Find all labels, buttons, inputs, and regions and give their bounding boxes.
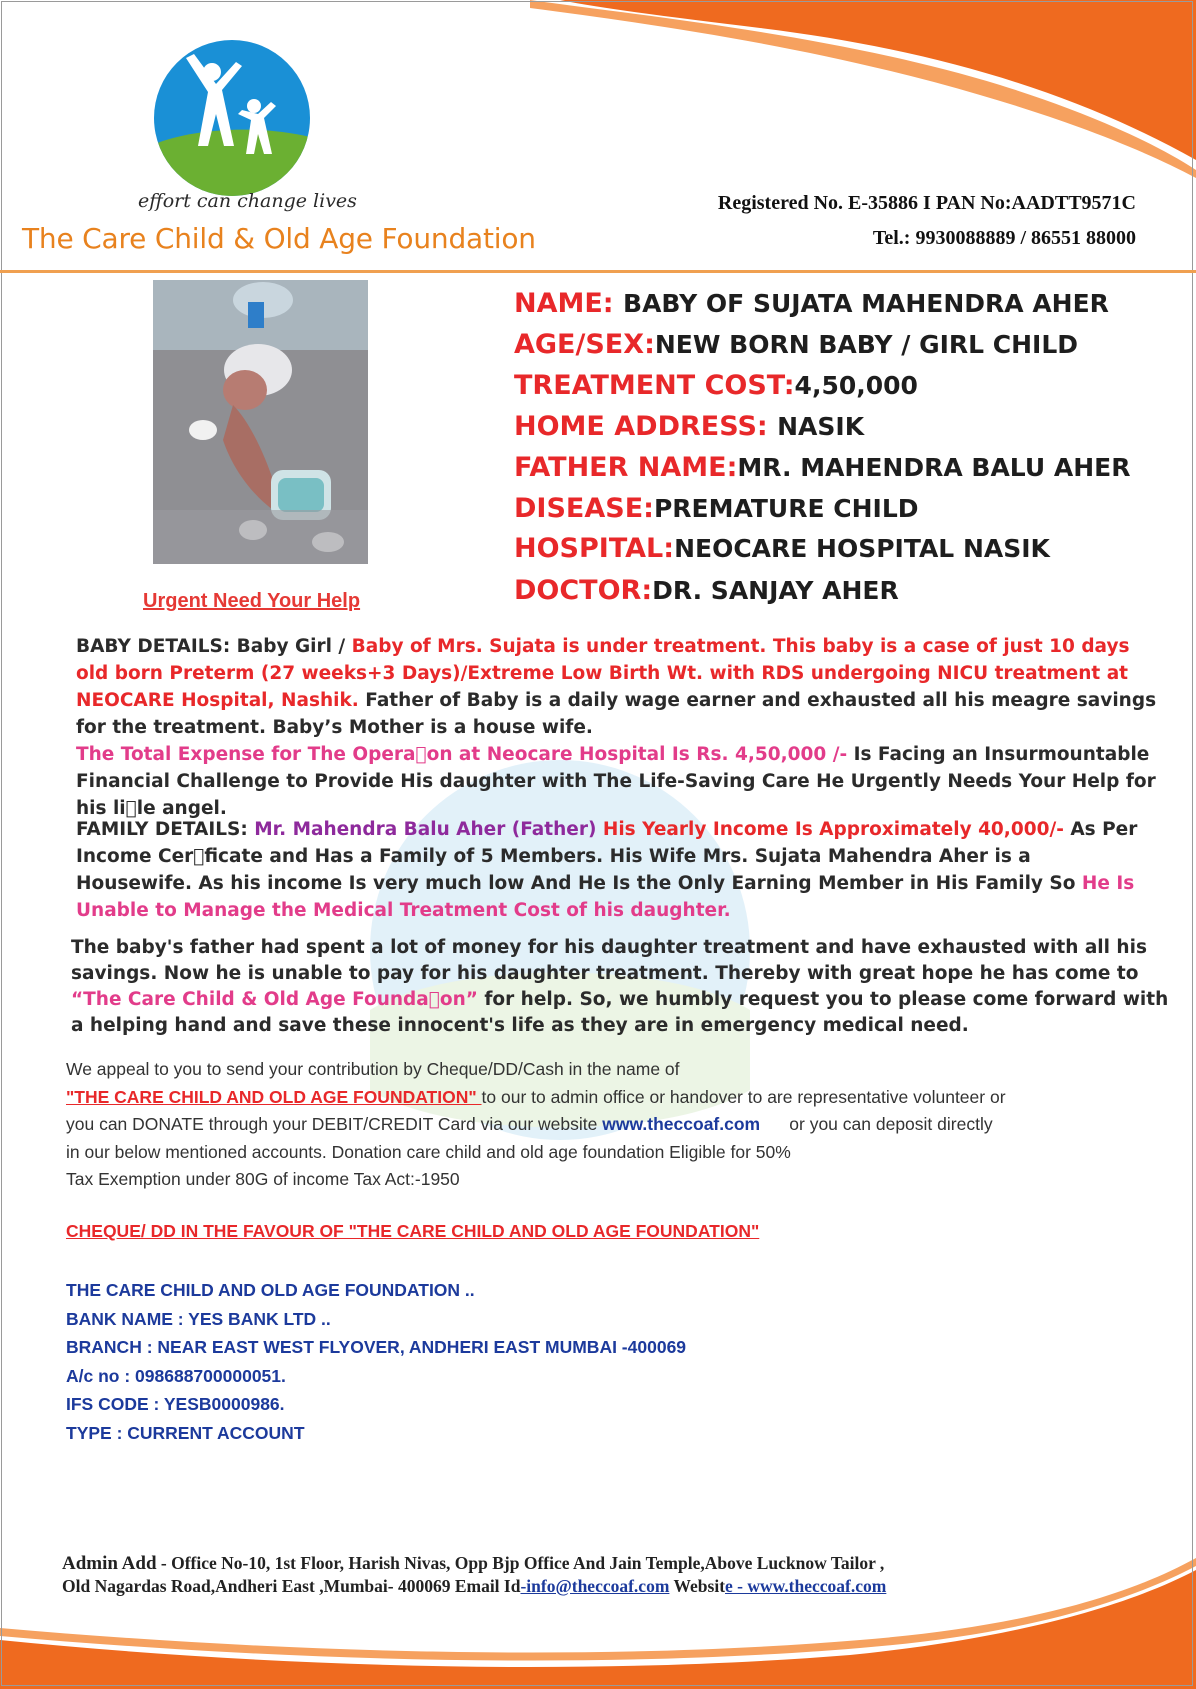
appeal-line-4: in our below mentioned accounts. Donation care child and old age foundation Eligible for 50% bbox=[66, 1141, 791, 1162]
expense-text: Is Facing an Insurmountable Financial Challenge to Provide His daughter with The Life-Saving Care He Urgently Needs Your Help for his li le angel. bbox=[76, 744, 1156, 819]
age-label: AGE/SEX: bbox=[514, 329, 655, 360]
home-address-row bbox=[514, 413, 1154, 440]
family-details-text: As Per Income Cer ficate and Has a Family of 5 Members. His Wife Mrs. Sujata Mahendra Aher is a Housewife. As his income Is very much low And He Is the Only Earning Member in His Family So bbox=[76, 819, 1138, 894]
appeal-foundation-name: "THE CARE CHILD AND OLD AGE FOUNDATION" bbox=[66, 1086, 482, 1107]
name-value: BABY OF SUJATA MAHENDRA AHER bbox=[623, 289, 1109, 318]
appeal-line-2: to our to admin office or handover to are representative volunteer or bbox=[481, 1086, 1006, 1107]
disease-label: DISEASE: bbox=[514, 493, 654, 524]
family-income: His Yearly Income Is Approximately 40,000/- bbox=[602, 819, 1064, 840]
appeal-website-link[interactable]: www.theccoaf.com bbox=[602, 1114, 761, 1134]
baby-details-label: BABY DETAILS: Baby Girl / bbox=[76, 636, 352, 657]
address-label: HOME ADDRESS: bbox=[514, 411, 768, 442]
appeal-line-3-start: you can DONATE through your DEBIT/CREDIT Card via our website bbox=[66, 1114, 598, 1134]
header-divider bbox=[0, 270, 1196, 273]
footer-website-link[interactable]: e - www.theccoaf.com bbox=[725, 1576, 887, 1596]
registration-number: Registered No. E-35886 I PAN No:AADTT9571C bbox=[717, 192, 1136, 214]
hospital-label: HOSPITAL: bbox=[514, 533, 675, 564]
expense-highlight: The Total Expense for The Opera on at Neocare Hospital Is Rs. 4,50,000 /- bbox=[76, 744, 854, 765]
bank-ifs-code: IFS CODE : YESB0000986. bbox=[66, 1394, 285, 1414]
treatment-cost-row bbox=[514, 372, 1154, 399]
admin-label: Admin Add bbox=[62, 1553, 157, 1574]
admin-address-line-1: - Office No-10, 1st Floor, Harish Nivas, Opp Bjp Office And Jain Temple,Above Lucknow Tailor , bbox=[156, 1553, 885, 1573]
story-foundation-name: “The Care Child & Old Age Founda on” bbox=[71, 989, 478, 1010]
appeal-paragraph bbox=[66, 1056, 1126, 1194]
telephone-numbers: Tel.: 9930088889 / 86551 88000 bbox=[872, 227, 1136, 249]
bank-account-type: TYPE : CURRENT ACCOUNT bbox=[66, 1422, 305, 1443]
story-text-before: The baby's father had spent a lot of money for his daughter treatment and have exhausted with all his savings. Now he is unable to pay for his daughter treatment. Thereby with great hope he has come to bbox=[71, 937, 1147, 984]
family-father-name: Mr. Mahendra Balu Aher (Father) bbox=[254, 819, 603, 840]
family-details-label: FAMILY DETAILS: bbox=[76, 819, 255, 840]
father-value: MR. MAHENDRA BALU AHER bbox=[737, 453, 1131, 482]
story-text-after: for help. So, we humbly request you to please come forward with a helping hand and save these innocent's life as they are in emergency medical need. bbox=[71, 989, 1169, 1036]
father-name-row bbox=[514, 454, 1154, 481]
bank-name: BANK NAME : YES BANK LTD .. bbox=[66, 1308, 331, 1329]
urgent-help-text: Urgent Need Your Help bbox=[143, 590, 361, 612]
disease-row bbox=[514, 495, 1154, 522]
cost-label: TREATMENT COST: bbox=[514, 370, 795, 401]
bank-account-name: THE CARE CHILD AND OLD AGE FOUNDATION .. bbox=[66, 1280, 475, 1300]
age-sex-row bbox=[514, 331, 1154, 358]
logo-tagline: effort can change lives bbox=[138, 190, 357, 212]
age-value: NEW BORN BABY / GIRL CHILD bbox=[654, 330, 1079, 359]
footer-website-label: Websit bbox=[669, 1576, 726, 1596]
baby-details-paragraph bbox=[76, 633, 1166, 822]
patient-name-row bbox=[514, 290, 1154, 317]
appeal-line-1: We appeal to you to send your contribution by Cheque/DD/Cash in the name of bbox=[66, 1059, 680, 1079]
cost-value: 4,50,000 bbox=[794, 371, 918, 400]
email-link[interactable]: -info@theccoaf.com bbox=[520, 1576, 670, 1596]
name-label: NAME: bbox=[514, 288, 614, 319]
baby-photo bbox=[153, 280, 368, 564]
appeal-line-5: Tax Exemption under 80G of income Tax Act:-1950 bbox=[66, 1169, 460, 1189]
doctor-label: DOCTOR: bbox=[514, 575, 653, 606]
org-name: The Care Child & Old Age Foundation bbox=[22, 222, 536, 255]
family-details-paragraph bbox=[76, 816, 1146, 924]
doctor-value: DR. SANJAY AHER bbox=[652, 576, 899, 605]
story-paragraph bbox=[71, 935, 1181, 1039]
address-value: NASIK bbox=[777, 412, 865, 441]
bank-branch: BRANCH : NEAR EAST WEST FLYOVER, ANDHERI EAST MUMBAI -400069 bbox=[66, 1337, 687, 1357]
disease-value: PREMATURE CHILD bbox=[653, 494, 919, 523]
bank-details bbox=[66, 1276, 686, 1447]
baby-details-text: Father of Baby is a daily wage earner and exhausted all his meagre savings for the treatment. Baby’s Mother is a house wife. bbox=[76, 690, 1157, 738]
hospital-row bbox=[514, 535, 1154, 562]
admin-address bbox=[62, 1552, 886, 1597]
admin-address-line-2: Old Nagardas Road,Andheri East ,Mumbai- 400069 Email Id bbox=[62, 1576, 521, 1596]
bank-account-number: A/c no : 098688700000051. bbox=[66, 1365, 286, 1386]
cheque-favour-line: CHEQUE/ DD IN THE FAVOUR OF "THE CARE CHILD AND OLD AGE FOUNDATION" bbox=[66, 1221, 760, 1241]
father-label: FATHER NAME: bbox=[514, 452, 738, 483]
hospital-value: NEOCARE HOSPITAL NASIK bbox=[674, 534, 1050, 563]
appeal-line-3-end: or you can deposit directly bbox=[789, 1114, 993, 1134]
logo-icon bbox=[150, 36, 314, 200]
doctor-row bbox=[514, 577, 1154, 604]
family-unable-text: He Is Unable to Manage the Medical Treatment Cost of his daughter. bbox=[76, 873, 1135, 921]
baby-details-highlight: Baby of Mrs. Sujata is under treatment. This baby is a case of just 10 days old born Preterm (27 weeks+3 Days)/Extreme Low Birth Wt. with RDS undergoing NICU treatment at NEOCARE Hospital, Nashik. bbox=[76, 636, 1130, 711]
